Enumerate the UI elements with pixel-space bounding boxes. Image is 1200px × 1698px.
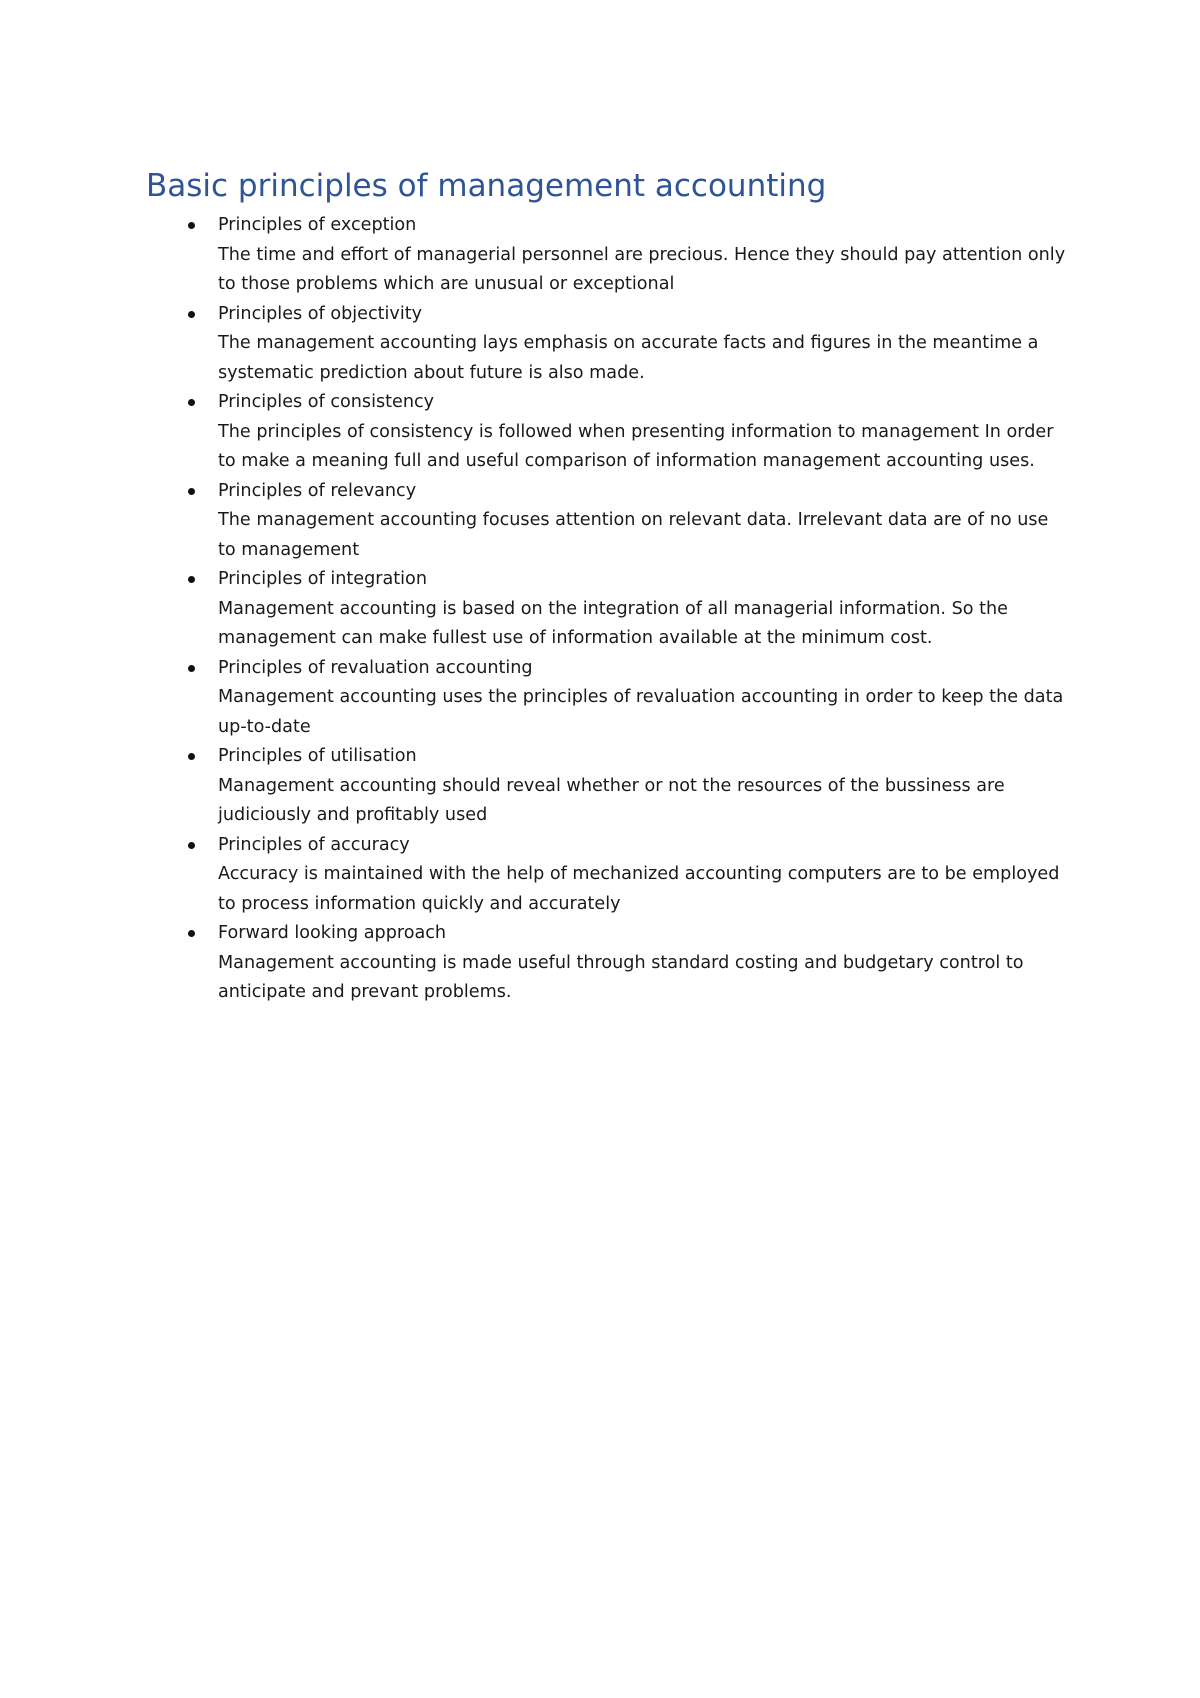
principle-title: Principles of consistency bbox=[218, 392, 435, 412]
list-item bbox=[0, 300, 1068, 389]
page-title: Basic principles of management accounting bbox=[146, 168, 827, 204]
list-item bbox=[0, 919, 1068, 1008]
list-item bbox=[0, 565, 1068, 654]
bullet-dot-icon bbox=[185, 388, 197, 418]
principle-title: Principles of integration bbox=[218, 569, 427, 589]
bullet-dot-icon bbox=[185, 211, 197, 241]
bullet-dot-icon bbox=[185, 919, 197, 949]
list-item bbox=[0, 211, 1068, 300]
principle-title: Principles of objectivity bbox=[218, 303, 423, 324]
principle-title: Principles of revaluation accounting bbox=[218, 657, 533, 678]
principle-description: Accuracy is maintained with the help of mechanized accounting computers are to be employed to process information quickly and accurately bbox=[218, 864, 1060, 914]
bullet-dot-icon bbox=[185, 742, 197, 772]
principle-description: Management accounting is based on the integration of all managerial information. So the management can make fullest use of information available at the minimum cost. bbox=[218, 598, 1008, 648]
bullet-dot-icon bbox=[185, 654, 197, 684]
bullet-dot-icon bbox=[185, 831, 197, 861]
bullet-dot-icon bbox=[185, 565, 197, 595]
bullet-dot-icon bbox=[185, 477, 197, 507]
list-item bbox=[0, 388, 1068, 477]
list-item bbox=[0, 742, 1068, 831]
list-item bbox=[0, 654, 1068, 743]
list-item bbox=[0, 477, 1068, 566]
bullet-dot-icon bbox=[185, 300, 197, 330]
principles-list bbox=[0, 211, 1200, 1008]
principle-description: The principles of consistency is followed when presenting information to management In order to make a meaning full and useful comparison of information management accounting uses. bbox=[218, 421, 1054, 471]
principle-title: Principles of exception bbox=[218, 215, 417, 235]
list-item bbox=[0, 831, 1068, 920]
principle-description: The management accounting focuses attention on relevant data. Irrelevant data are of no use to management bbox=[218, 510, 1049, 560]
principle-title: Principles of utilisation bbox=[218, 746, 417, 766]
principle-description: Management accounting should reveal whether or not the resources of the bussiness are judiciously and profitably used bbox=[218, 775, 1005, 825]
principle-title: Forward looking approach bbox=[218, 923, 447, 943]
principle-description: The time and effort of managerial personnel are precious. Hence they should pay attention only to those problems which are unusual or exceptional bbox=[218, 244, 1066, 294]
principle-title: Principles of relevancy bbox=[218, 480, 417, 501]
principle-title: Principles of accuracy bbox=[218, 834, 410, 855]
principle-description: Management accounting uses the principles of revaluation accounting in order to keep the data up-to-date bbox=[218, 687, 1064, 737]
principle-description: Management accounting is made useful through standard costing and budgetary control to anticipate and prevant problems. bbox=[218, 952, 1024, 1002]
principle-description: The management accounting lays emphasis on accurate facts and figures in the meantime a systematic prediction about future is also made. bbox=[218, 333, 1039, 383]
